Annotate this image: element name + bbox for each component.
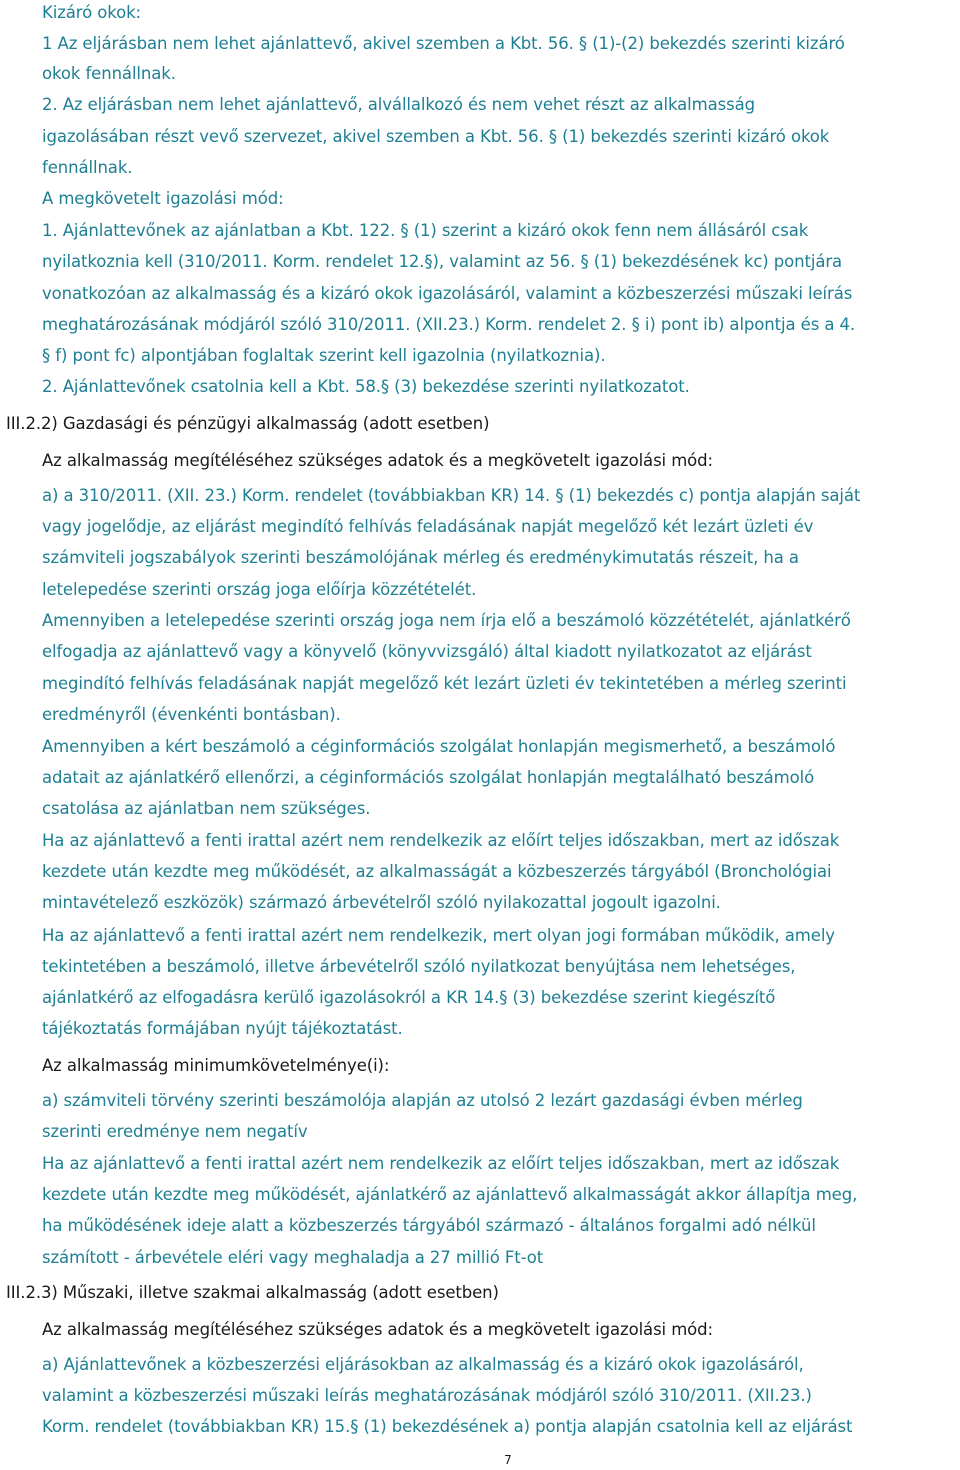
subheading: Az alkalmasság megítéléséhez szükséges adatok és a megkövetelt igazolási mód: bbox=[42, 1320, 713, 1339]
line: mintavételező eszközök) származó árbevételről szóló nyilakozattal jogoult igazolni. bbox=[42, 893, 721, 912]
line: fennállnak. bbox=[42, 158, 133, 177]
section-heading: III.2.3) Műszaki, illetve szakmai alkalmasság (adott esetben) bbox=[6, 1283, 499, 1302]
line: megindító felhívás feladásának napját megelőző két lezárt üzleti év tekintetében a mérleg szerinti bbox=[42, 674, 847, 693]
line: Ha az ajánlattevő a fenti irattal azért nem rendelkezik az előírt teljes időszakban, mert az időszak bbox=[42, 1154, 840, 1173]
line: 2. Ajánlattevőnek csatolnia kell a Kbt. 58.§ (3) bekezdése szerinti nyilatkozatot. bbox=[42, 377, 690, 396]
line: 1. Ajánlattevőnek az ajánlatban a Kbt. 122. § (1) szerint a kizáró okok fenn nem állásáról csak bbox=[42, 221, 809, 240]
line: Kizáró okok: bbox=[42, 3, 142, 22]
line: a) számviteli törvény szerinti beszámolója alapján az utolsó 2 lezárt gazdasági évben mérleg bbox=[42, 1091, 803, 1110]
line: kezdete után kezdte meg működését, az alkalmasságát a közbeszerzés tárgyából (Bronchológiai bbox=[42, 862, 832, 881]
line: vonatkozóan az alkalmasság és a kizáró okok igazolásáról, valamint a közbeszerzési műszaki leírás bbox=[42, 284, 853, 303]
line: eredményről (évenkénti bontásban). bbox=[42, 705, 341, 724]
line: 2. Az eljárásban nem lehet ajánlattevő, alvállalkozó és nem vehet részt az alkalmasság bbox=[42, 95, 756, 114]
line: tekintetében a beszámoló, illetve árbevételről szóló nyilatkozat benyújtása nem lehetséges, bbox=[42, 957, 796, 976]
line: Ha az ajánlattevő a fenti irattal azért nem rendelkezik, mert olyan jogi formában működik, amely bbox=[42, 926, 835, 945]
line: adatait az ajánlatkérő ellenőrzi, a céginformációs szolgálat honlapján megtalálható beszámoló bbox=[42, 768, 815, 787]
line: 1 Az eljárásban nem lehet ajánlattevő, akivel szemben a Kbt. 56. § (1)-(2) bekezdés szerinti kizáró bbox=[42, 34, 845, 53]
line: letelepedése szerinti ország joga előírja közzétételét. bbox=[42, 580, 477, 599]
line: A megkövetelt igazolási mód: bbox=[42, 189, 284, 208]
line: valamint a közbeszerzési műszaki leírás meghatározásának módjáról szóló 310/2011. (XII.23.) bbox=[42, 1386, 812, 1405]
line: kezdete után kezdte meg működését, ajánlatkérő az ajánlattevő alkalmasságát akkor állapítja meg, bbox=[42, 1185, 858, 1204]
subheading: Az alkalmasság megítéléséhez szükséges adatok és a megkövetelt igazolási mód: bbox=[42, 451, 713, 470]
line: tájékoztatás formájában nyújt tájékoztatást. bbox=[42, 1019, 403, 1038]
line: § f) pont fc) alpontjában foglaltak szerint kell igazolnia (nyilatkoznia). bbox=[42, 346, 606, 365]
line: elfogadja az ajánlattevő vagy a könyvelő (könyvvizsgáló) által kiadott nyilatkozatot az eljárást bbox=[42, 642, 812, 661]
line: ha működésének ideje alatt a közbeszerzés tárgyából származó - általános forgalmi adó nélkül bbox=[42, 1216, 816, 1235]
line: meghatározásának módjáról szóló 310/2011. (XII.23.) Korm. rendelet 2. § i) pont ib) alpontja és a 4. bbox=[42, 315, 856, 334]
line: okok fennállnak. bbox=[42, 64, 176, 83]
section-heading: III.2.2) Gazdasági és pénzügyi alkalmasság (adott esetben) bbox=[6, 414, 490, 433]
line: a) Ajánlattevőnek a közbeszerzési eljárásokban az alkalmasság és a kizáró okok igazolásáról, bbox=[42, 1355, 804, 1374]
line: Amennyiben a kért beszámoló a céginformációs szolgálat honlapján megismerhető, a beszámoló bbox=[42, 737, 836, 756]
page-number: 7 bbox=[504, 1453, 512, 1467]
line: igazolásában részt vevő szervezet, akivel szemben a Kbt. 56. § (1) bekezdés szerinti kizáró okok bbox=[42, 127, 830, 146]
line: nyilatkoznia kell (310/2011. Korm. rendelet 12.§), valamint az 56. § (1) bekezdésének kc) pontjára bbox=[42, 252, 843, 271]
line: Amennyiben a letelepedése szerinti ország joga nem írja elő a beszámoló közzétételét, ajánlatkérő bbox=[42, 611, 851, 630]
line: Korm. rendelet (továbbiakban KR) 15.§ (1) bekezdésének a) pontja alapján csatolnia kell az eljárást bbox=[42, 1417, 853, 1436]
line: ajánlatkérő az elfogadásra kerülő igazolásokról a KR 14.§ (3) bekezdése szerint kiegészítő bbox=[42, 988, 776, 1007]
line: csatolása az ajánlatban nem szükséges. bbox=[42, 799, 371, 818]
line: számviteli jogszabályok szerinti beszámolójának mérleg és eredménykimutatás részeit, ha a bbox=[42, 548, 799, 567]
line: számított - árbevétele eléri vagy meghaladja a 27 millió Ft-ot bbox=[42, 1248, 544, 1267]
line: szerinti eredménye nem negatív bbox=[42, 1122, 308, 1141]
min-heading: Az alkalmasság minimumkövetelménye(i): bbox=[42, 1056, 390, 1075]
line: vagy jogelődje, az eljárást megindító felhívás feladásának napját megelőző két lezárt üzleti év bbox=[42, 517, 814, 536]
line: Ha az ajánlattevő a fenti irattal azért nem rendelkezik az előírt teljes időszakban, mert az időszak bbox=[42, 831, 840, 850]
line: a) a 310/2011. (XII. 23.) Korm. rendelet (továbbiakban KR) 14. § (1) bekezdés c) pontja alapján saját bbox=[42, 486, 861, 505]
